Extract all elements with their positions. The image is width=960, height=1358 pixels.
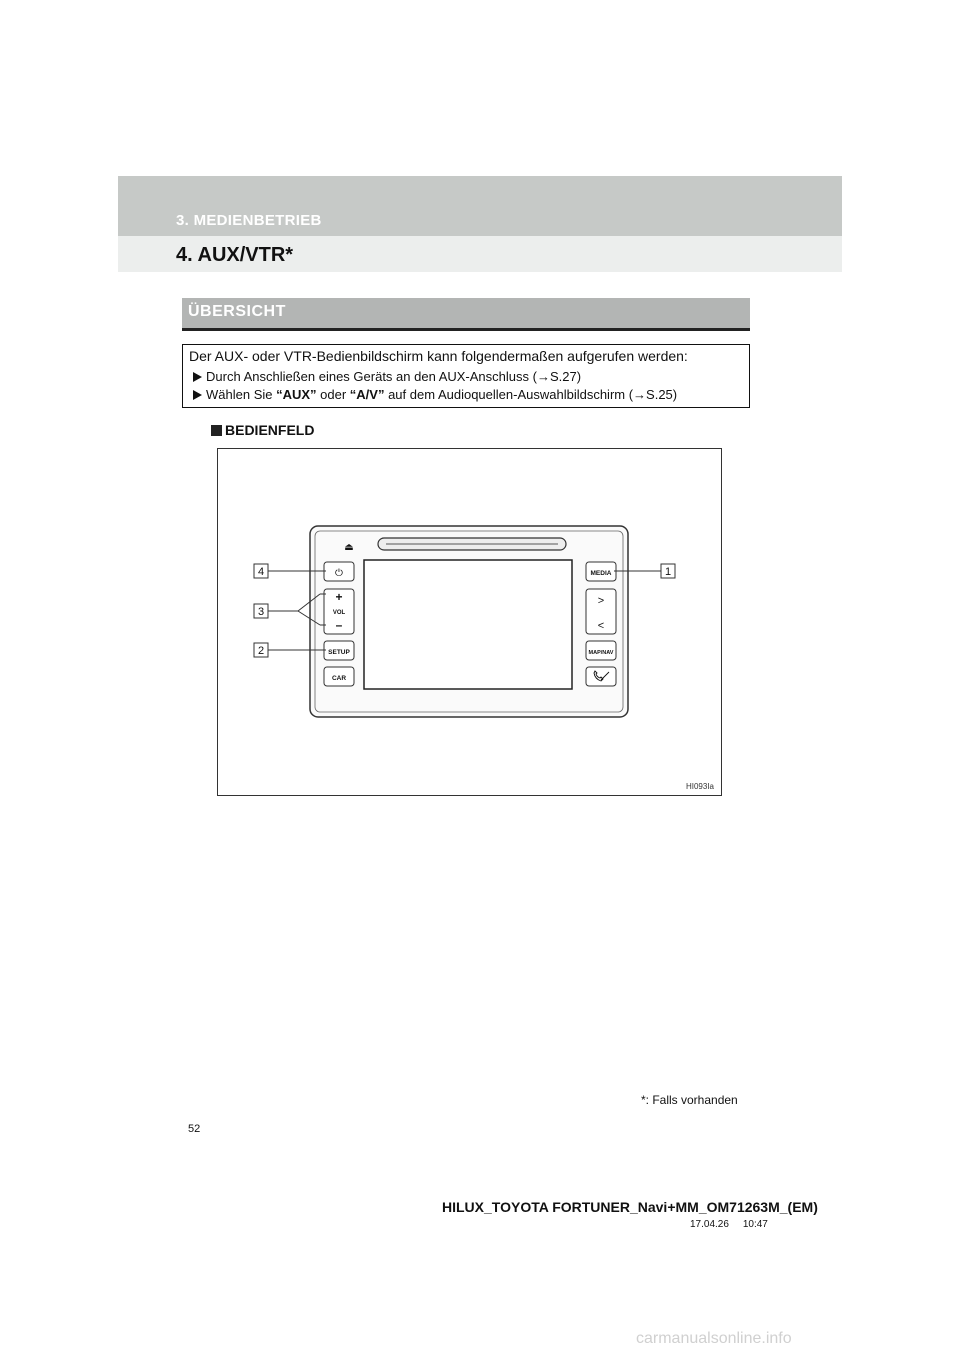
watermark: carmanualsonline.info — [636, 1330, 792, 1347]
footnote: *: Falls vorhanden — [641, 1093, 738, 1107]
svg-text:3: 3 — [257, 606, 265, 618]
car-label: CAR — [331, 675, 347, 682]
seek-next-icon: > — [597, 595, 605, 607]
svg-text:1: 1 — [664, 566, 672, 578]
bullet-text: auf dem Audioquellen-Auswahlbildschirm ( — [384, 387, 634, 402]
bullet-select-source — [193, 387, 677, 402]
panel-figure — [217, 448, 722, 796]
print-timestamp: 17.04.26 10:47 — [690, 1219, 768, 1230]
section-label: 3. MEDIENBETRIEB — [176, 212, 322, 229]
overview-heading-bar — [182, 298, 750, 331]
volume-down-label: – — [335, 618, 343, 632]
head-unit-illustration — [218, 449, 721, 795]
bullet-triangle-icon — [193, 372, 202, 382]
square-bullet-icon — [211, 425, 222, 436]
page-number: 52 — [188, 1123, 201, 1135]
bullet-text: Wählen Sie — [206, 387, 277, 402]
overview-info-box — [182, 344, 750, 408]
panel-subheading — [211, 422, 314, 438]
media-label: MEDIA — [590, 570, 612, 577]
bullet-key-aux: “AUX” — [276, 387, 317, 402]
bullet-connect-device — [193, 369, 581, 384]
volume-up-label: + — [335, 590, 343, 604]
svg-text:4: 4 — [257, 566, 265, 578]
figure-id: HI093Ia — [685, 782, 714, 791]
seek-prev-icon: < — [597, 620, 605, 632]
page-ref-link[interactable]: →S.27) — [536, 369, 582, 384]
panel-heading-text: BEDIENFELD — [225, 422, 315, 438]
setup-label: SETUP — [328, 649, 350, 656]
power-icon: ⏻ — [335, 568, 343, 579]
display-screen[interactable] — [364, 560, 572, 689]
overview-heading: ÜBERSICHT — [188, 303, 286, 320]
overview-intro: Der AUX- oder VTR-Bedienbildschirm kann folgendermaßen aufgerufen werden: — [189, 348, 688, 364]
bullet-text: oder — [316, 387, 350, 402]
map-nav-label: MAP/NAV — [588, 650, 614, 656]
eject-icon[interactable]: ⏏ — [344, 542, 354, 553]
bullet-triangle-icon — [193, 390, 202, 400]
volume-label: VOL — [332, 610, 346, 616]
svg-text:2: 2 — [257, 645, 265, 657]
document-name: HILUX_TOYOTA FORTUNER_Navi+MM_OM71263M_(EM) — [442, 1199, 818, 1215]
bullet-text: Durch Anschließen eines Geräts an den AUX-Anschluss ( — [206, 369, 537, 384]
page-ref-link[interactable]: →S.25) — [633, 387, 678, 402]
chapter-title: 4. AUX/VTR* — [176, 244, 294, 266]
bullet-key-av: “A/V” — [349, 387, 385, 402]
